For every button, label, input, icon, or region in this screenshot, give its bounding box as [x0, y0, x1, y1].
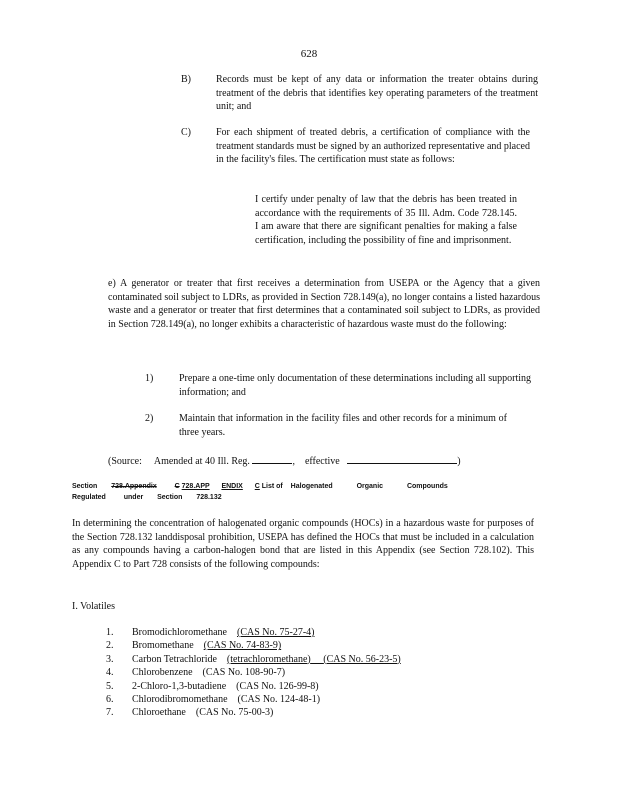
volatile-name: Chloroethane: [132, 707, 186, 719]
item-b-label: B): [181, 74, 191, 85]
item-c-text: For each shipment of treated debris, a certification of compliance with the treatment standards must be signed by an authorized representative and placed in the facility's files. The certification must state as follows:: [216, 127, 530, 165]
source-effective: effective: [304, 456, 340, 467]
hdr-endix: ENDIX: [221, 483, 243, 490]
volatile-cas: (CAS No. 75-00-3): [195, 707, 274, 719]
hdr-section2: Section: [157, 494, 183, 501]
volatile-item: [106, 653, 526, 666]
item-e-paragraph: [108, 277, 540, 331]
volatile-number: 5.: [106, 680, 114, 692]
hdr-ref: 728.132: [196, 494, 222, 501]
volatile-item: [106, 666, 526, 679]
intro-paragraph: In determining the concentration of halogenated organic compounds (HOCs) in a hazardous waste for purposes of the Section 728.132 landdisposal prohibition, USEPA has defined the HOCs that must be included in a calculation as any compounds having a carbon-halogen bond that are listed in this Appendix (see Section 728.102). This Appendix C to Part 728 consists of the following compounds:: [72, 518, 534, 570]
volatile-name: Bromodichloromethane: [132, 627, 227, 638]
item-e1-text: Prepare a one-time only documentation of these determinations including all supporting information; and: [179, 373, 531, 398]
volatile-name: Carbon Tetrachloride: [132, 653, 217, 665]
hdr-c: C: [254, 483, 260, 490]
volatile-item: [106, 693, 526, 706]
source-amended: Amended at 40 Ill. Reg.: [153, 456, 250, 467]
item-e-label: e): [108, 278, 116, 289]
hdr-regulated: Regulated: [72, 494, 106, 501]
volatile-number: 1.: [106, 627, 114, 638]
reg-blank: [252, 453, 292, 464]
volatile-name: 2-Chloro-1,3-butadiene: [132, 680, 227, 692]
volatile-cas: (CAS No. 126-99-8): [236, 680, 319, 692]
volatile-cas: (CAS No. 75-27-4): [236, 627, 315, 638]
certification-text: I certify under penalty of law that the debris has been treated in accordance with the requirements of 35 Ill. Adm. Code 728.145. I am aware that there are significant penalties for making a false certification, including the possibility of fine and imprisonment.: [255, 194, 517, 246]
hdr-app: 728.APP: [181, 483, 210, 490]
item-e2-label: 2): [145, 413, 154, 424]
volatile-item: [106, 626, 526, 639]
volatile-cas: (CAS No. 124-48-1): [237, 693, 321, 705]
volatile-number: 2.: [106, 640, 114, 652]
hdr-compounds: Compounds: [406, 483, 448, 490]
section-header: [72, 481, 492, 503]
hdr-struck-c: C: [174, 483, 180, 490]
volatile-cas: (CAS No. 56-23-5): [323, 653, 401, 665]
hdr-list-of: List of: [261, 483, 283, 490]
hdr-section: Section: [72, 483, 98, 490]
volatile-item: [106, 680, 526, 693]
hdr-under: under: [123, 494, 144, 501]
hdr-struck-appendix: 728.Appendix: [111, 483, 157, 490]
item-c-label: C): [181, 127, 191, 138]
hdr-halogenated: Halogenated: [290, 483, 333, 490]
volatile-name: Chlorobenzene: [132, 667, 193, 679]
volatile-number: 6.: [106, 693, 114, 705]
volatile-number: 3.: [106, 653, 114, 665]
volatile-cas: (CAS No. 74-83-9): [203, 640, 282, 652]
volatile-number: 4.: [106, 667, 114, 679]
source-prefix: (Source:: [108, 456, 142, 467]
item-b-text: Records must be kept of any data or information the treater obtains during treatment of the debris that identifies key operating parameters of the treatment unit; and: [216, 74, 538, 112]
source-close: ): [457, 456, 461, 467]
hdr-organic: Organic: [356, 483, 384, 490]
effective-blank: [347, 453, 457, 464]
source-line: (Source: Amended at 40 Ill. Reg. , effective ): [108, 453, 548, 469]
item-e-text: A generator or treater that first receives a determination from USEPA or the Agency that a given contaminated soil subject to LDRs, as provided in Section 728.149(a), no longer contains a listed hazardous waste and a generator or treater that first determines that a contaminated soil subject to LDRs, as provided in Section 728.149(a), no longer exhibits a characteristic of hazardous waste must do the following:: [108, 278, 540, 330]
volatile-item: [106, 639, 526, 652]
volatile-synonym: (tetrachloromethane): [226, 653, 311, 665]
volatiles-heading: I. Volatiles: [72, 601, 115, 612]
item-e1-label: 1): [145, 373, 154, 384]
item-e2-text: Maintain that information in the facility files and other records for a minimum of three years.: [179, 413, 507, 438]
volatile-number: 7.: [106, 707, 114, 719]
volatiles-list: [106, 626, 526, 720]
page-number: 628: [300, 48, 318, 60]
volatile-item: [106, 706, 526, 719]
volatile-cas: (CAS No. 108-90-7): [202, 667, 286, 679]
volatile-name: Bromomethane: [132, 640, 194, 652]
volatile-name: Chlorodibromomethane: [132, 693, 228, 705]
